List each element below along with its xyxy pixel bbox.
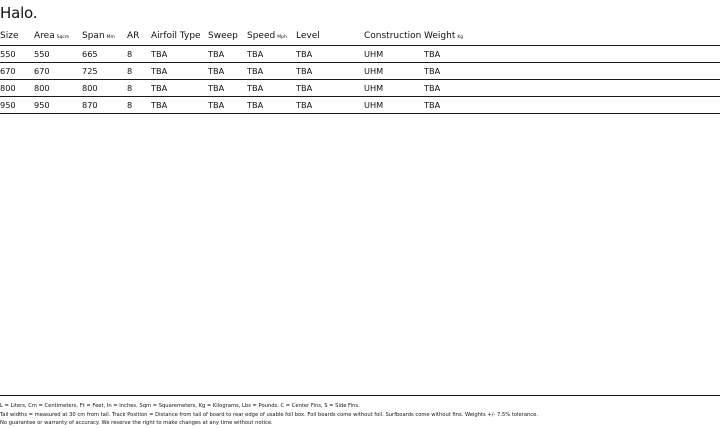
- table-cell: TBA: [296, 46, 364, 63]
- table-cell: TBA: [247, 80, 296, 97]
- column-label: Construction: [364, 31, 422, 41]
- table-cell: TBA: [424, 46, 720, 63]
- table-cell: 550: [0, 46, 34, 63]
- table-cell: TBA: [296, 80, 364, 97]
- table-row: [0, 80, 720, 97]
- table-cell: TBA: [424, 63, 720, 80]
- table-cell: 670: [34, 63, 82, 80]
- table-cell: 8: [127, 80, 151, 97]
- table-cell: 800: [82, 80, 127, 97]
- table-cell: TBA: [296, 63, 364, 80]
- table-cell: 8: [127, 97, 151, 114]
- table-row: [0, 63, 720, 80]
- table-cell: UHM: [364, 97, 424, 114]
- table-cell: TBA: [151, 80, 208, 97]
- table-cell: TBA: [208, 63, 247, 80]
- footer-line-abbreviations: L = Liters, Cm = Centimeters, Ft = Feet, In = Inches, Sqm = Squaremeters, Kg = Kilograms, Lbs = Pounds, C = Center Fins, S = Side Fins.: [0, 403, 360, 409]
- column-unit: Kg: [457, 35, 464, 40]
- table-cell: UHM: [364, 63, 424, 80]
- footer-notes: [0, 395, 720, 428]
- column-label: Speed: [247, 31, 276, 41]
- table-cell: TBA: [208, 97, 247, 114]
- table-cell: TBA: [151, 63, 208, 80]
- table-row: [0, 46, 720, 63]
- table-header: [0, 27, 720, 46]
- column-header-weight: [424, 27, 720, 46]
- page-title: Halo.: [0, 4, 38, 22]
- table-cell: 665: [82, 46, 127, 63]
- specs-table: [0, 27, 720, 114]
- footer-line-disclaimer: No guarantee or warranty of accuracy. We reserve the right to make changes at any time without notice.: [0, 420, 273, 427]
- column-label: Area: [34, 31, 55, 41]
- table-cell: 800: [0, 80, 34, 97]
- table-row: [0, 97, 720, 114]
- column-header-area: [34, 27, 82, 46]
- column-header-airfoil-type: [151, 27, 208, 46]
- column-label: Span: [82, 31, 105, 41]
- table-cell: TBA: [247, 97, 296, 114]
- table-cell: 670: [0, 63, 34, 80]
- table-cell: TBA: [247, 63, 296, 80]
- table-cell: TBA: [151, 97, 208, 114]
- table-cell: 950: [0, 97, 34, 114]
- table-cell: 550: [34, 46, 82, 63]
- column-label: Size: [0, 31, 19, 41]
- table-cell: 950: [34, 97, 82, 114]
- column-label: Sweep: [208, 31, 238, 41]
- table-cell: UHM: [364, 80, 424, 97]
- column-header-speed: [247, 27, 296, 46]
- column-header-size: [0, 27, 34, 46]
- column-header-ar: [127, 27, 151, 46]
- column-label: Airfoil Type: [151, 31, 201, 41]
- column-header-sweep: [208, 27, 247, 46]
- column-header-level: [296, 27, 364, 46]
- column-label: Level: [296, 31, 320, 41]
- column-header-span: [82, 27, 127, 46]
- table-cell: 870: [82, 97, 127, 114]
- table-cell: UHM: [364, 46, 424, 63]
- table-cell: TBA: [424, 97, 720, 114]
- table-cell: 725: [82, 63, 127, 80]
- column-label: Weight: [424, 31, 456, 41]
- column-header-construction: [364, 27, 424, 46]
- column-unit: Sqcm: [56, 35, 70, 40]
- column-label: AR: [127, 31, 140, 41]
- column-unit: Mm: [106, 35, 115, 40]
- table-cell: TBA: [424, 80, 720, 97]
- table-cell: TBA: [247, 46, 296, 63]
- table-cell: TBA: [208, 80, 247, 97]
- table-cell: TBA: [151, 46, 208, 63]
- header-row: [0, 27, 720, 46]
- table-cell: TBA: [208, 46, 247, 63]
- table-body: [0, 46, 720, 114]
- table-cell: 8: [127, 46, 151, 63]
- column-unit: Mph: [277, 35, 287, 40]
- footer-line-measurements: Tail widths = measured at 30 cm from tail. Track Position = Distance from tail of board to rear edge of usable foil box. Foil boards come without foil. Surfboards come without fins. Weights +/- 7.5% tolerance.: [0, 411, 538, 418]
- table-cell: 8: [127, 63, 151, 80]
- table-cell: TBA: [296, 97, 364, 114]
- table-cell: 800: [34, 80, 82, 97]
